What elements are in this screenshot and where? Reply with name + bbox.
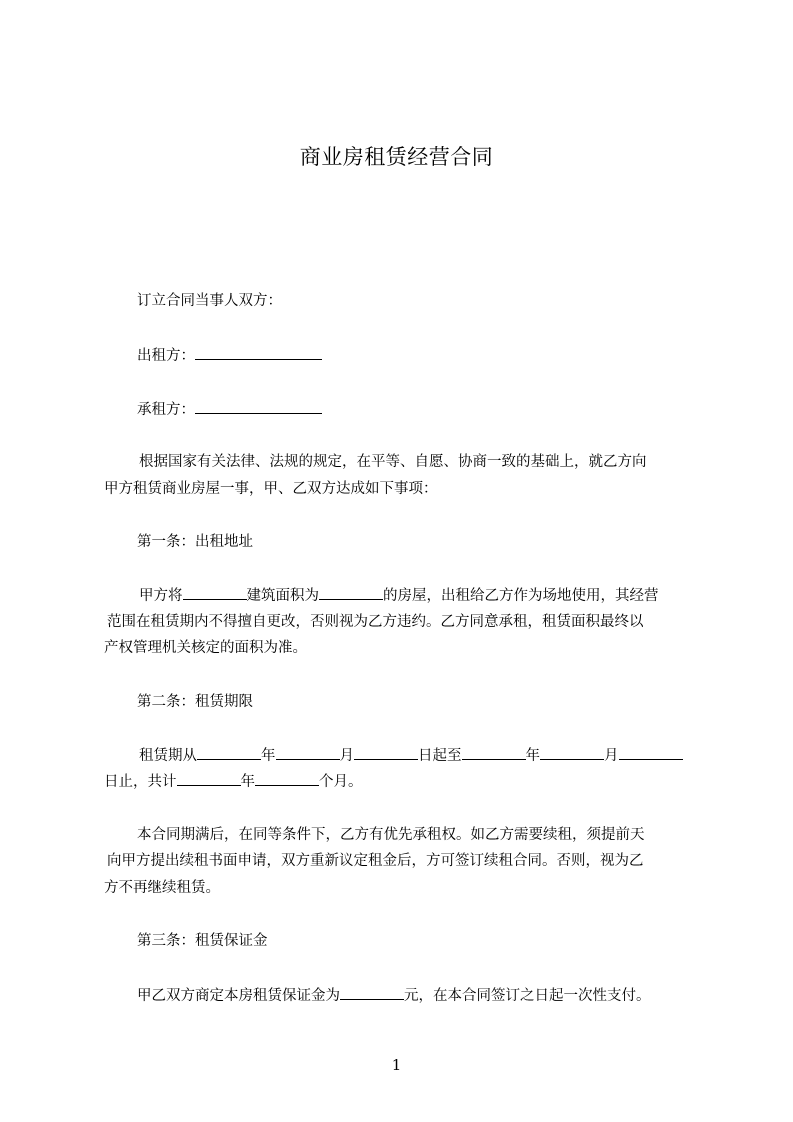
article1-heading: 第一条：出租地址 bbox=[137, 534, 253, 550]
article2-heading: 第二条：租赁期限 bbox=[137, 694, 253, 710]
article1-line-2: 范围在租赁期内不得擅自更改，否则视为乙方违约。乙方同意承租，租赁面积最终以 bbox=[107, 614, 644, 630]
renewal-line-2: 向甲方提出续租书面申请，双方重新议定租金后，方可签订续租合同。否则，视为乙 bbox=[107, 853, 644, 869]
end-month-blank bbox=[540, 745, 604, 760]
lessee-line bbox=[137, 399, 322, 420]
total-years-unit: 年 bbox=[240, 774, 255, 790]
intro-line: 订立合同当事人双方： bbox=[137, 293, 282, 309]
start-month-blank bbox=[276, 745, 340, 760]
lessor-blank bbox=[195, 345, 322, 360]
document-title: 商业房租赁经营合同 bbox=[299, 145, 494, 169]
deposit-text-a: 甲乙双方商定本房租赁保证金为 bbox=[137, 988, 340, 1004]
article1-text-a: 甲方将 bbox=[139, 588, 183, 604]
total-months-blank bbox=[255, 771, 319, 786]
lessor-label: 出租方： bbox=[137, 348, 195, 364]
end-year-blank bbox=[462, 745, 526, 760]
end-year-unit: 年 bbox=[525, 748, 540, 764]
article1-text-c: 的房屋，出租给乙方作为场地使用，其经营 bbox=[383, 588, 659, 604]
term-end-text: 日止，共计 bbox=[104, 774, 177, 790]
article1-text-b: 建筑面积为 bbox=[246, 588, 319, 604]
preamble-line-2: 甲方租赁商业房屋一事，甲、乙双方达成如下事项： bbox=[104, 481, 438, 497]
start-year-unit: 年 bbox=[261, 748, 276, 764]
term-line-1 bbox=[139, 745, 683, 766]
end-day-blank bbox=[619, 745, 683, 760]
start-year-blank bbox=[197, 745, 261, 760]
start-month-unit: 月 bbox=[339, 748, 354, 764]
building-blank bbox=[183, 585, 247, 600]
start-day-blank bbox=[354, 745, 418, 760]
total-months-unit: 个月。 bbox=[319, 774, 363, 790]
article1-line-3: 产权管理机关核定的面积为准。 bbox=[104, 640, 307, 656]
renewal-line-1: 本合同期满后，在同等条件下，乙方有优先承租权。如乙方需要续租，须提前天 bbox=[137, 827, 645, 843]
renewal-line-3: 方不再继续租赁。 bbox=[104, 880, 220, 896]
lessee-blank bbox=[195, 399, 322, 414]
lessee-label: 承租方： bbox=[137, 402, 195, 418]
total-years-blank bbox=[177, 771, 241, 786]
term-line-2 bbox=[104, 771, 363, 792]
article3-heading: 第三条：租赁保证金 bbox=[137, 933, 268, 949]
deposit-amount-blank bbox=[340, 985, 404, 1000]
page-number: 1 bbox=[391, 1056, 402, 1074]
lessor-line bbox=[137, 345, 322, 366]
start-to-text: 日起至 bbox=[418, 748, 462, 764]
preamble-line-1: 根据国家有关法律、法规的规定，在平等、自愿、协商一致的基础上，就乙方向 bbox=[139, 454, 647, 470]
deposit-text-b: 元，在本合同签订之日起一次性支付。 bbox=[404, 988, 651, 1004]
article1-line-1 bbox=[139, 585, 659, 606]
deposit-line bbox=[137, 985, 651, 1006]
end-month-unit: 月 bbox=[604, 748, 619, 764]
area-blank bbox=[319, 585, 383, 600]
term-from-text: 租赁期从 bbox=[139, 748, 197, 764]
